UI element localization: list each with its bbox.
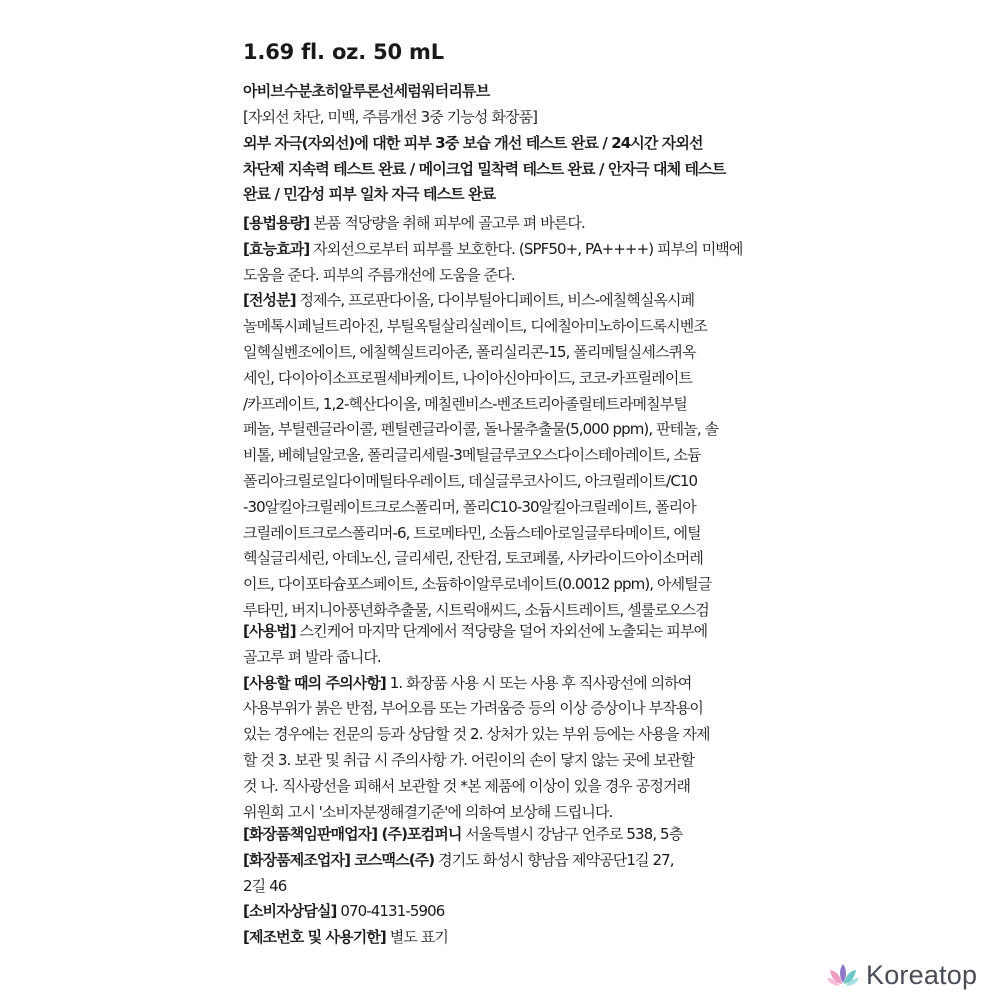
ingredients-line: 놀메톡시페닐트리아진, 부틸옥틸살리실레이트, 디에칠아미노하이드록시벤조 [243,317,707,336]
efficacy-label: [효능효과] [243,239,310,258]
manufacturer-label: [화장품제조업자] [243,850,351,869]
usage-section [243,619,773,825]
ingredients [243,288,773,314]
seller-label: [화장품책임판매업자] [243,825,378,843]
test-line: 완료 / 민감성 피부 일차 자극 테스트 완료 [243,185,496,204]
expiry [243,925,773,951]
efficacy [243,237,773,263]
caution-label: [사용할 때의 주의사항] [243,673,386,692]
caution-line: 위원회 고시 '소비자분쟁해결기준'에 의하여 보상해 드립니다. [243,802,613,821]
test-line: 차단제 지속력 테스트 완료 / 메이크업 밀착력 테스트 완료 / 안자극 대체 테스트 [243,159,726,178]
caution-line: 있는 경우에는 전문의 등과 상담할 것 2. 상처가 있는 부위 등에는 사용을 자제 [243,725,710,744]
seller-address: 서울특별시 강남구 언주로 538, 5층 [461,825,683,843]
ingredients-line: 이트, 다이포타슘포스페이트, 소듐하이알루로네이트(0.0012 ppm), 아세틸글 [243,575,712,594]
ingredients-line: 세인, 다이아이소프로필세바케이트, 나이아신아마이드, 코코-카프릴레이트 [243,368,693,387]
watermark-text: Koreatop [866,959,978,990]
usage [243,619,773,645]
expiry-label: [제조번호 및 사용기한] [243,928,386,947]
seller [243,822,773,848]
efficacy-line: 도움을 준다. 피부의 주름개선에 도움을 준다. [243,265,515,284]
product-name: 아비브수분초히알루론선세럼워터리튜브 [243,82,490,100]
intro-section [243,105,773,208]
ingredients-text: 정제수, 프로판다이올, 다이부틸아디페이트, 비스-에칠헥실옥시페 [295,291,695,310]
ingredients-line: 루타민, 버지니아풍년화추출물, 시트릭애씨드, 소듐시트레이트, 셀룰로오스검 [243,600,709,619]
ingredients-label: [전성분] [243,291,296,310]
usage-amount-label: [용법용량] [243,214,310,232]
ingredients-line: -30알킬아크릴레이트크로스폴리머, 폴리C10-30알킬아크릴레이트, 폴리아 [243,497,696,516]
usage-text: 스킨케어 마지막 단계에서 적당량을 덜어 자외선에 노출되는 피부에 [295,622,708,640]
caution-line: 사용부위가 붉은 반점, 부어오름 또는 가려움증 등의 이상 증상이나 부작용이 [243,699,703,718]
ingredients-line: 크릴레이트크로스폴리머-6, 트로메타민, 소듐스테아로일글루타메이트, 에틸 [243,523,701,542]
volume-label: 1.69 fl. oz. 50 mL [243,40,444,64]
company-section [243,822,773,951]
usage-line: 골고루 펴 발라 줍니다. [243,647,381,666]
ingredients-line: 비톨, 베헤닐알코올, 폴리글리세릴-3메틸글루코오스다이스테아레이트, 소듐 [243,446,701,465]
consult [243,899,773,925]
caution-line: 것 나. 직사광선을 피해서 보관할 것 *본 제품에 이상이 있을 경우 공정거래 [243,776,691,795]
usage-amount [243,211,773,237]
consult-phone: 070-4131-5906 [336,902,445,921]
ingredients-line: 헥실글리세린, 아데노신, 글리세린, 잔탄검, 토코페롤, 사카라이드아이소머레 [243,549,703,568]
lotus-icon [826,961,860,989]
manufacturer-company: 코스맥스(주) [350,850,435,869]
caution-line: 할 것 3. 보관 및 취급 시 주의사항 가. 어린이의 손이 닿지 않는 곳에 보관할 [243,750,695,769]
caution [243,671,773,697]
ingredients-line: /카프레이트, 1,2-헥산다이올, 메칠렌비스-벤조트리아졸릴테트라메칠부틸 [243,394,687,413]
test-line: 외부 자극(자외선)에 대한 피부 3중 보습 개선 테스트 완료 / 24시간 자외선 [243,133,703,152]
functional-type: [자외선 차단, 미백, 주름개선 3중 기능성 화장품] [243,108,538,126]
seller-company: (주)포컴퍼니 [377,825,462,843]
manufacturer-address: 경기도 화성시 향남읍 제약공단1길 27, [434,850,674,869]
koreatop-watermark [826,958,996,992]
consult-label: [소비자상담실] [243,902,337,921]
details-section [243,211,773,624]
expiry-value: 별도 표기 [385,928,448,947]
efficacy-text: 자외선으로부터 피부를 보호한다. (SPF50+, PA++++) 피부의 미백에 [309,239,743,258]
caution-text: 1. 화장품 사용 시 또는 사용 후 직사광선에 의하여 [385,673,692,692]
manufacturer [243,848,773,874]
ingredients-line: 폴리아크릴로일다이메틸타우레이트, 데실글루코사이드, 아크릴레이트/C10 [243,471,698,490]
usage-label: [사용법] [243,622,296,640]
ingredients-line: 일헥실벤조에이트, 에칠헥실트리아존, 폴리실리콘-15, 폴리메틸실세스퀴옥 [243,342,696,361]
manufacturer-address-line: 2길 46 [243,876,287,895]
usage-amount-text: 본품 적당량을 취해 피부에 골고루 펴 바른다. [309,214,585,232]
ingredients-line: 페놀, 부틸렌글라이콜, 펜틸렌글라이콜, 돌나물추출물(5,000 ppm), 판테놀, 솔 [243,420,719,439]
